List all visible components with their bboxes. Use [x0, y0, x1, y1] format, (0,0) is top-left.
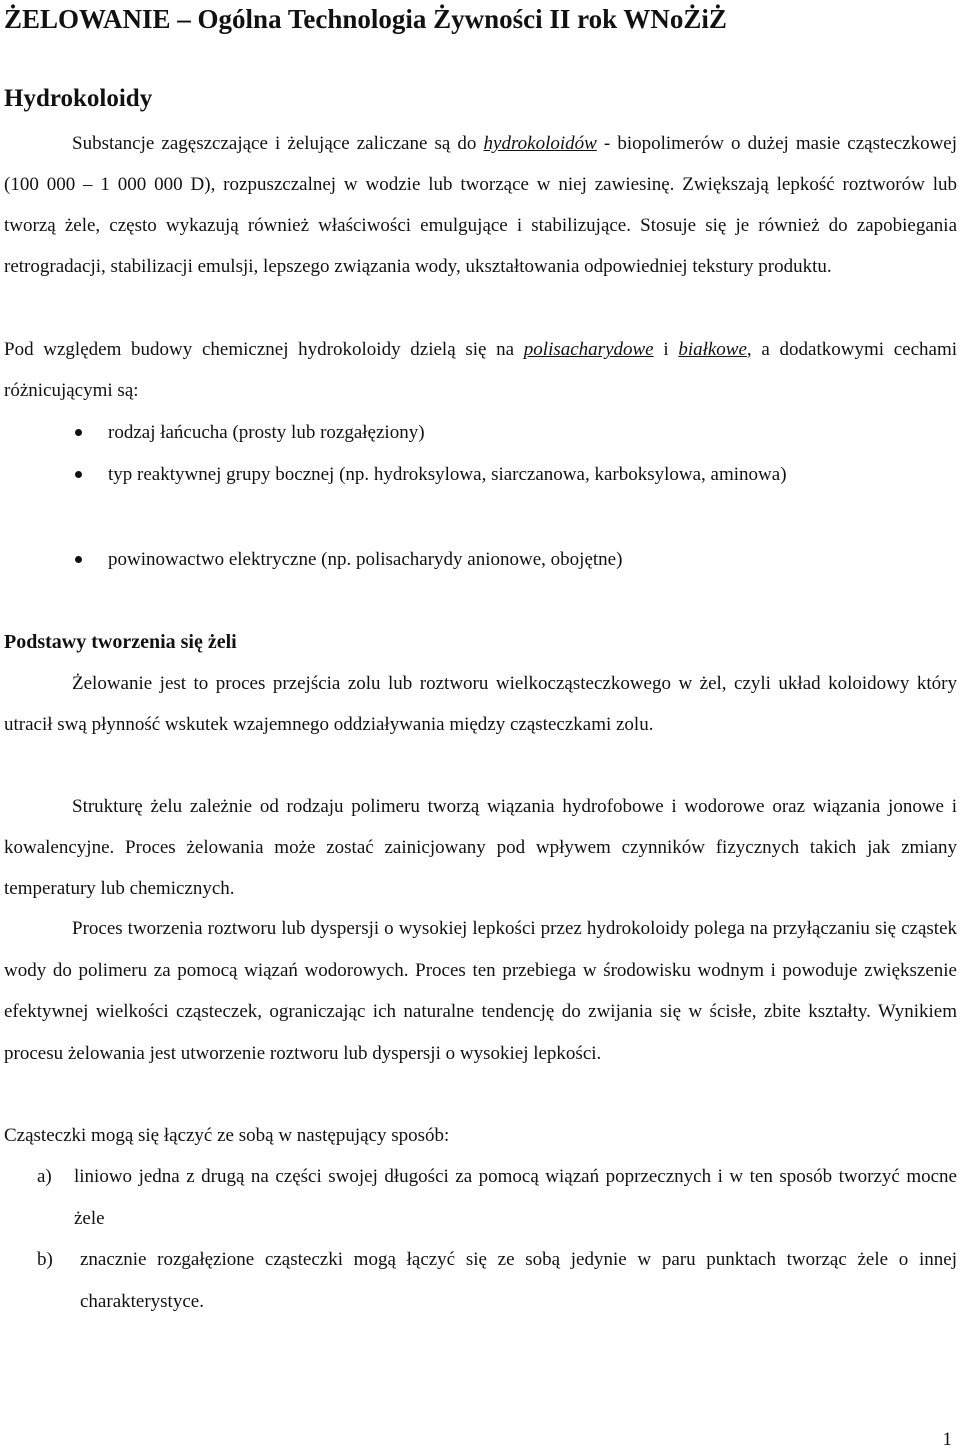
- list-item-text: powinowactwo elektryczne (np. polisacharydy anionowe, obojętne): [108, 549, 623, 570]
- document-title: ŻELOWANIE – Ogólna Technologia Żywności II rok WNoŻiŻ: [4, 4, 727, 34]
- list-item-text: znacznie rozgałęzione cząsteczki mogą łączyć się ze sobą jedynie w paru punktach tworząc żele o innej charakterystyce.: [80, 1249, 957, 1312]
- paragraph-text: Substancje zagęszczające i żelujące zaliczane są do: [72, 133, 484, 154]
- paragraph-text: i: [653, 339, 679, 360]
- section-heading-hydrokoloidy: Hydrokoloidy: [4, 85, 153, 112]
- paragraph-definition: Żelowanie jest to proces przejścia zolu lub roztworu wielkocząsteczkowego w żel, czyli układ koloidowy który utracił swą płynność wskutek wzajemnego oddziaływania między cząsteczkami zolu.: [4, 673, 957, 735]
- paragraph-text: , a dodatkowymi cechami różnicującymi są:: [4, 339, 957, 401]
- paragraph-structure: Strukturę żelu zależnie od rodzaju polimeru tworzą wiązania hydrofobowe i wodorowe oraz wiązania jonowe i kowalencyjne. Proces żelowania może zostać zainicjowany pod wpływem czynników fizycznych takich jak zmiany temperatury lub chemicznych.: [4, 796, 957, 899]
- list-item: [37, 1239, 957, 1322]
- list-marker: a): [37, 1166, 52, 1187]
- section-heading-podstawy: Podstawy tworzenia się żeli: [4, 631, 237, 653]
- list-item: [108, 412, 957, 453]
- paragraph-classification: [4, 329, 957, 411]
- list-item-text: liniowo jedna z drugą na części swojej długości za pomocą wiązań poprzecznych i w ten sposób tworzyć mocne żele: [74, 1166, 957, 1229]
- bullet-icon: [75, 556, 82, 563]
- link-polisacharydowe: polisacharydowe: [523, 339, 654, 360]
- paragraph-text: Pod względem budowy chemicznej hydrokoloidy dzielą się na: [4, 339, 524, 360]
- paragraph-process: Proces tworzenia roztworu lub dyspersji o wysokiej lepkości przez hydrokoloidy polega na przyłączaniu się cząstek wody do polimeru za pomocą wiązań wodorowych. Proces ten przebiega w środowisku wodnym i powoduje zwiększenie efektywnej wielkości cząsteczek, ograniczając ich naturalne tendencję do zwijania się w ścisłe, zbite kształty. Wynikiem procesu żelowania jest utworzenie roztworu lub dyspersji o wysokiej lepkości.: [4, 918, 957, 1064]
- list-item-text: rodzaj łańcucha (prosty lub rozgałęziony): [108, 422, 425, 443]
- link-bialkowe: białkowe: [678, 339, 747, 360]
- list-item: [37, 1156, 957, 1239]
- bullet-icon: [75, 429, 82, 436]
- list-marker: b): [37, 1249, 53, 1270]
- link-hydrokoloidow: hydrokoloidów: [483, 133, 597, 154]
- page-number: 1: [942, 1429, 952, 1450]
- paragraph-intro: [4, 123, 957, 287]
- list-item: [108, 539, 957, 580]
- list-item: [108, 454, 957, 495]
- paragraph-connection-intro: Cząsteczki mogą się łączyć ze sobą w następujący sposób:: [4, 1125, 450, 1146]
- list-item-text: typ reaktywnej grupy bocznej (np. hydroksylowa, siarczanowa, karboksylowa, aminowa): [108, 464, 787, 485]
- paragraph-text: - biopolimerów o dużej masie cząsteczkowej (100 000 – 1 000 000 D), rozpuszczalnej w wodzie lub tworzące w niej zawiesinę. Zwiększają lepkość roztworów lub tworzą żele, często wykazują również właściwości emulgujące i stabilizujące. Stosuje się je również do zapobiegania retrogradacji, stabilizacji emulsji, lepszego związania wody, ukształtowania odpowiedniej tekstury produktu.: [4, 133, 958, 277]
- bullet-icon: [75, 471, 82, 478]
